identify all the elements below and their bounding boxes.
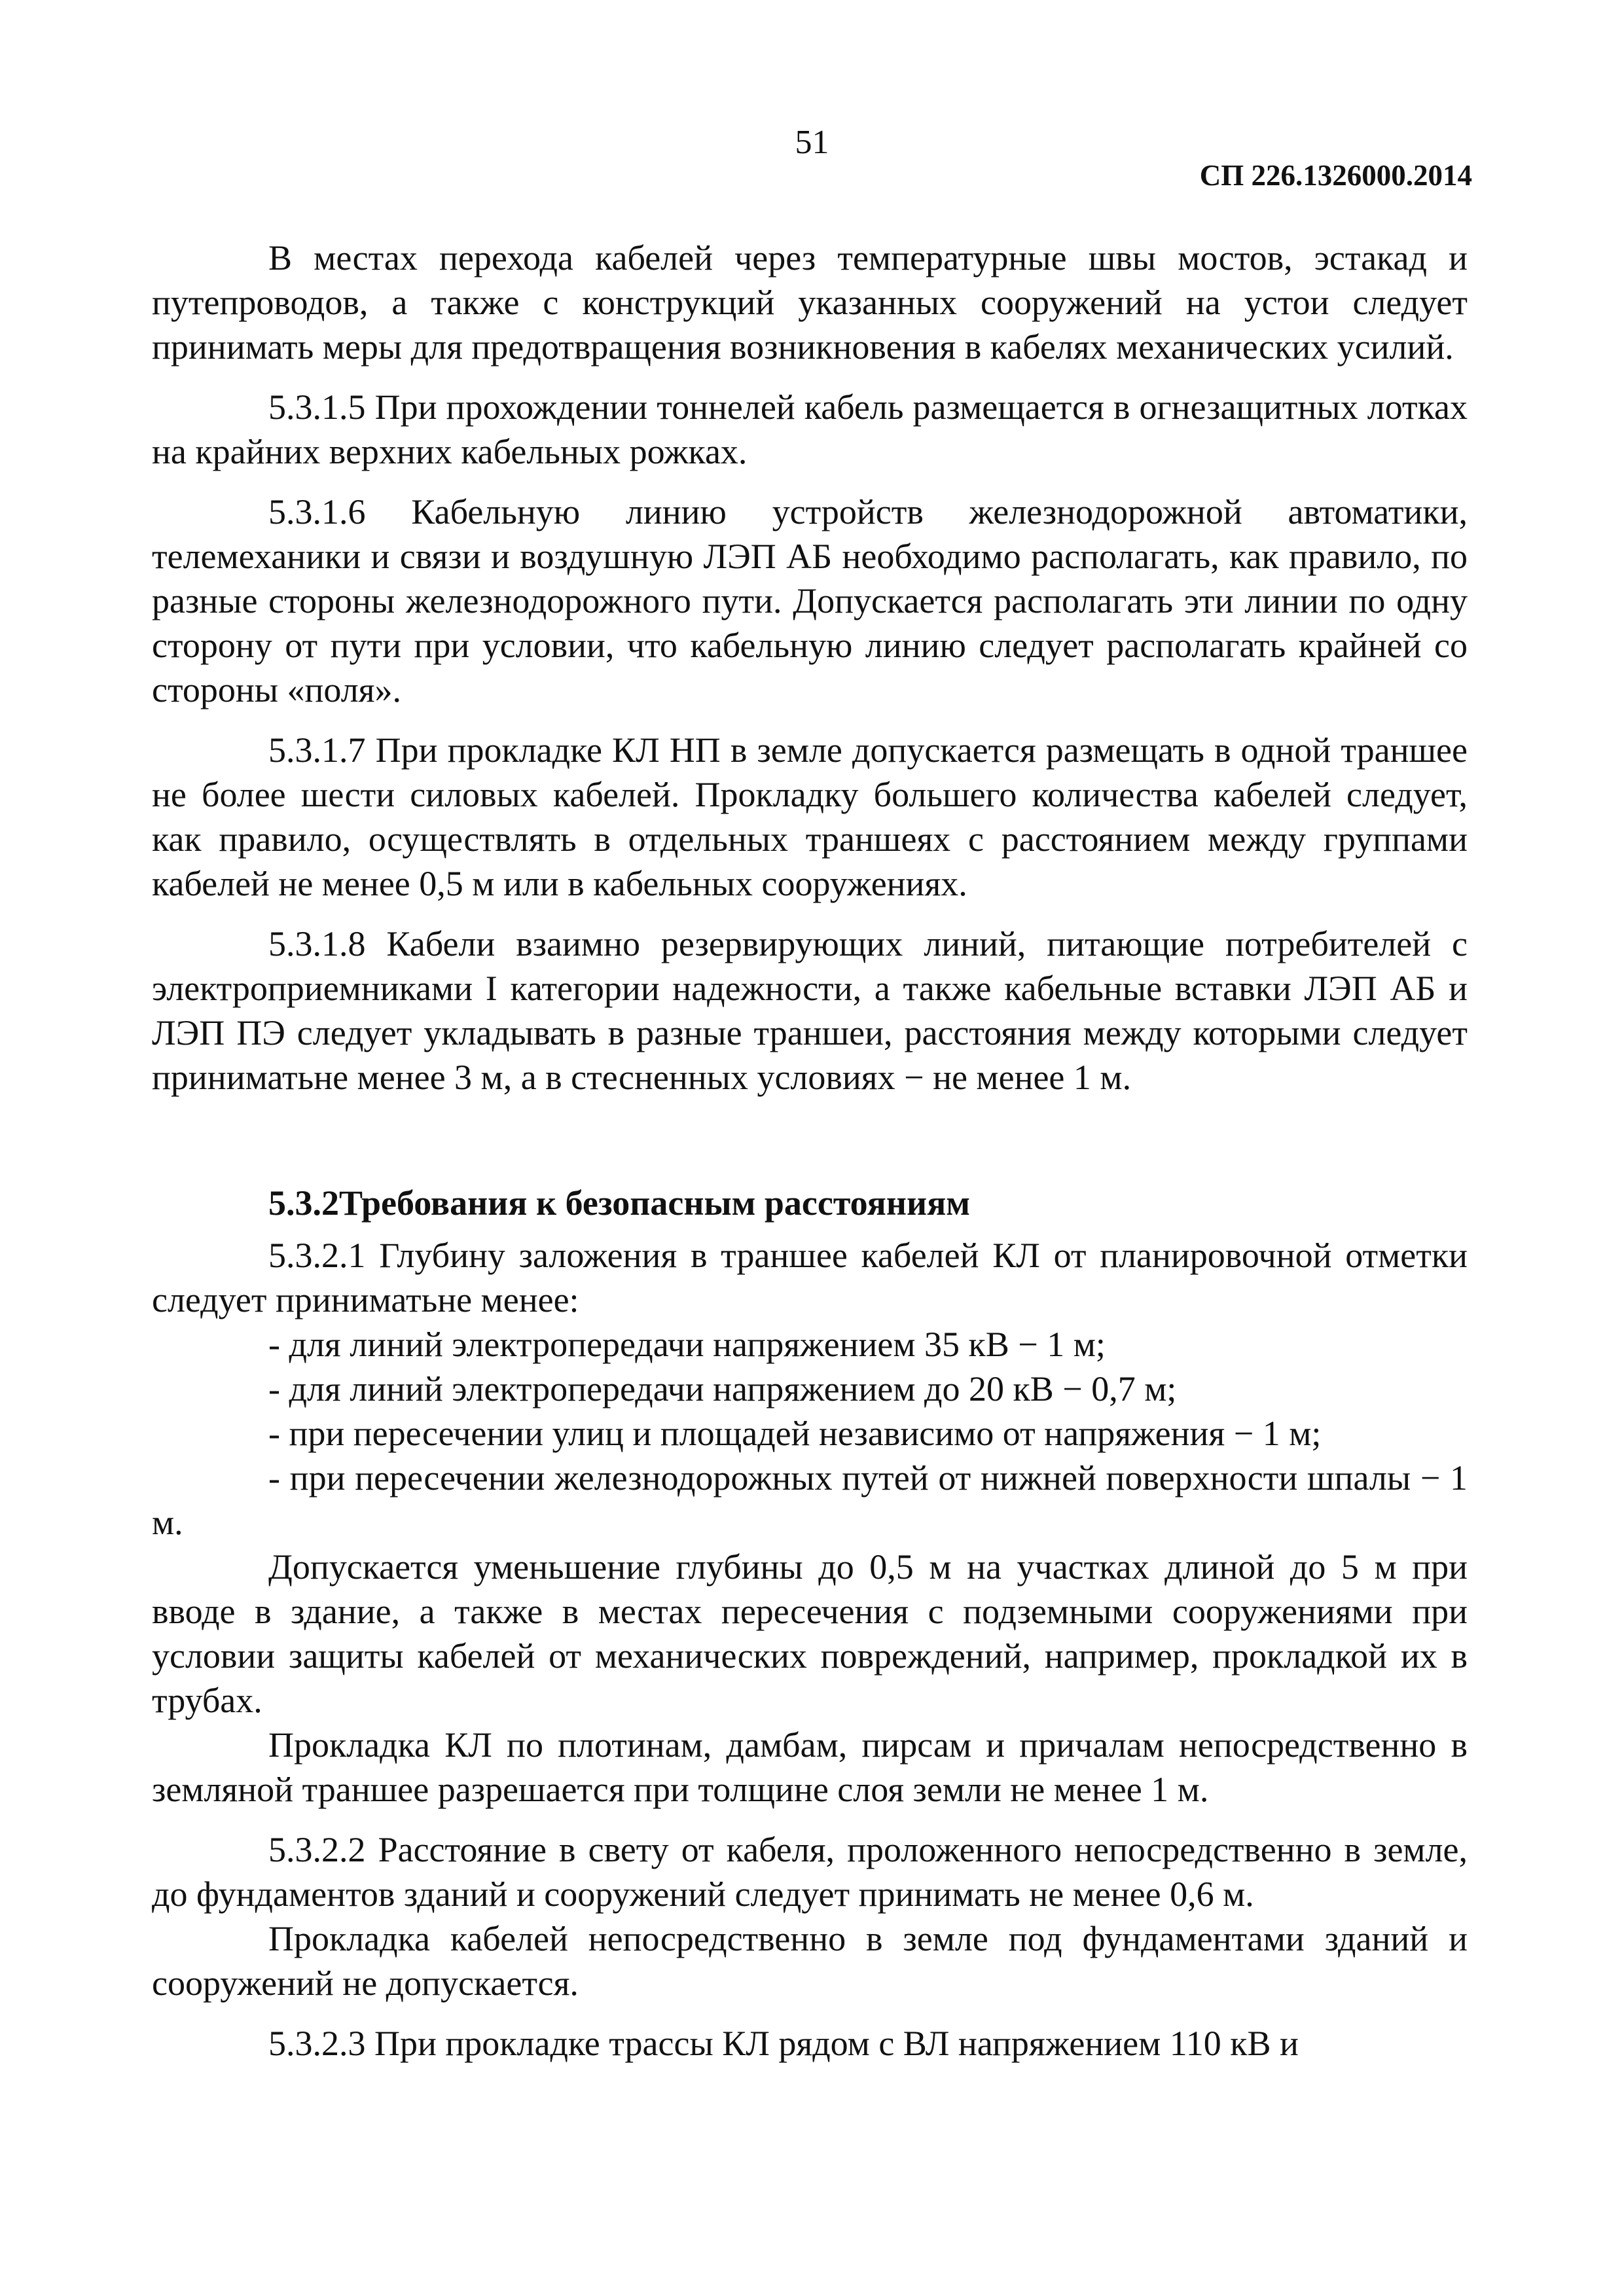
list-item: - для линий электропередачи напряжением 35 кВ − 1 м; [268, 1325, 1106, 1364]
paragraph-5-3-2-2: 5.3.2.2 Расстояние в свету от кабеля, проложенного непосредственно в земле, до фундаментов зданий и сооружений следует принимать не менее 0,6 м. [152, 1830, 1468, 1914]
list-item: - при пересечении железнодорожных путей от нижней поверхности шпалы − 1 м. [152, 1458, 1468, 1542]
paragraph-5-3-2-3: 5.3.2.3 При прокладке трассы КЛ рядом с ВЛ напряжением 110 кВ и [268, 2024, 1299, 2063]
list-item: - для линий электропередачи напряжением до 20 кВ − 0,7 м; [268, 1369, 1177, 1408]
paragraph: В местах перехода кабелей через температурные швы мостов, эстакад и путепроводов, а также с конструкций указанных сооружений на устои следует принимать меры для предотвращения возникновения в кабелях механических усилий. [152, 238, 1468, 367]
paragraph-5-3-2-1: 5.3.2.1 Глубину заложения в траншее кабелей КЛ от планировочной отметки следует приниматьне менее: [152, 1236, 1468, 1319]
section-heading: 5.3.2Требования к безопасным расстояниям [268, 1183, 971, 1223]
paragraph-5-3-1-5: 5.3.1.5 При прохождении тоннелей кабель размещается в огнезащитных лотках на крайних верхних кабельных рожках. [152, 387, 1468, 471]
document-body [152, 236, 1468, 2066]
document-code: СП 226.1326000.2014 [1199, 159, 1472, 192]
paragraph-5-3-1-6: 5.3.1.6 Кабельную линию устройств железнодорожной автоматики, телемеханики и связи и воздушную ЛЭП АБ необходимо располагать, как правило, по разные стороны железнодорожного пути. Допускается располагать эти линии по одну сторону от пути при условии, что кабельную линию следует располагать крайней со стороны «поля». [152, 492, 1468, 709]
paragraph: Прокладка кабелей непосредственно в земле под фундаментами зданий и сооружений не допускается. [152, 1919, 1468, 2003]
paragraph: Допускается уменьшение глубины до 0,5 м на участках длиной до 5 м при вводе в здание, а также в местах пересечения с подземными сооружениями при условии защиты кабелей от механических повреждений, например, прокладкой их в трубах. [152, 1547, 1468, 1720]
list-item: - при пересечении улиц и площадей независимо от напряжения − 1 м; [268, 1414, 1322, 1453]
paragraph-5-3-1-7: 5.3.1.7 При прокладке КЛ НП в земле допускается размещать в одной траншее не более шести силовых кабелей. Прокладку большего количества кабелей следует, как правило, осуществлять в отдельных траншеях с расстоянием между группами кабелей не менее 0,5 м или в кабельных сооружениях. [152, 730, 1468, 903]
paragraph-5-3-1-8: 5.3.1.8 Кабели взаимно резервирующих линий, питающие потребителей с электроприемниками I категории надежности, а также кабельные вставки ЛЭП АБ и ЛЭП ПЭ следует укладывать в разные траншеи, расстояния между которыми следует приниматьне менее 3 м, а в стесненных условиях − не менее 1 м. [152, 924, 1468, 1097]
page-number: 51 [795, 124, 829, 161]
paragraph: Прокладка КЛ по плотинам, дамбам, пирсам и причалам непосредственно в земляной траншее разрешается при толщине слоя земли не менее 1 м. [152, 1725, 1468, 1809]
